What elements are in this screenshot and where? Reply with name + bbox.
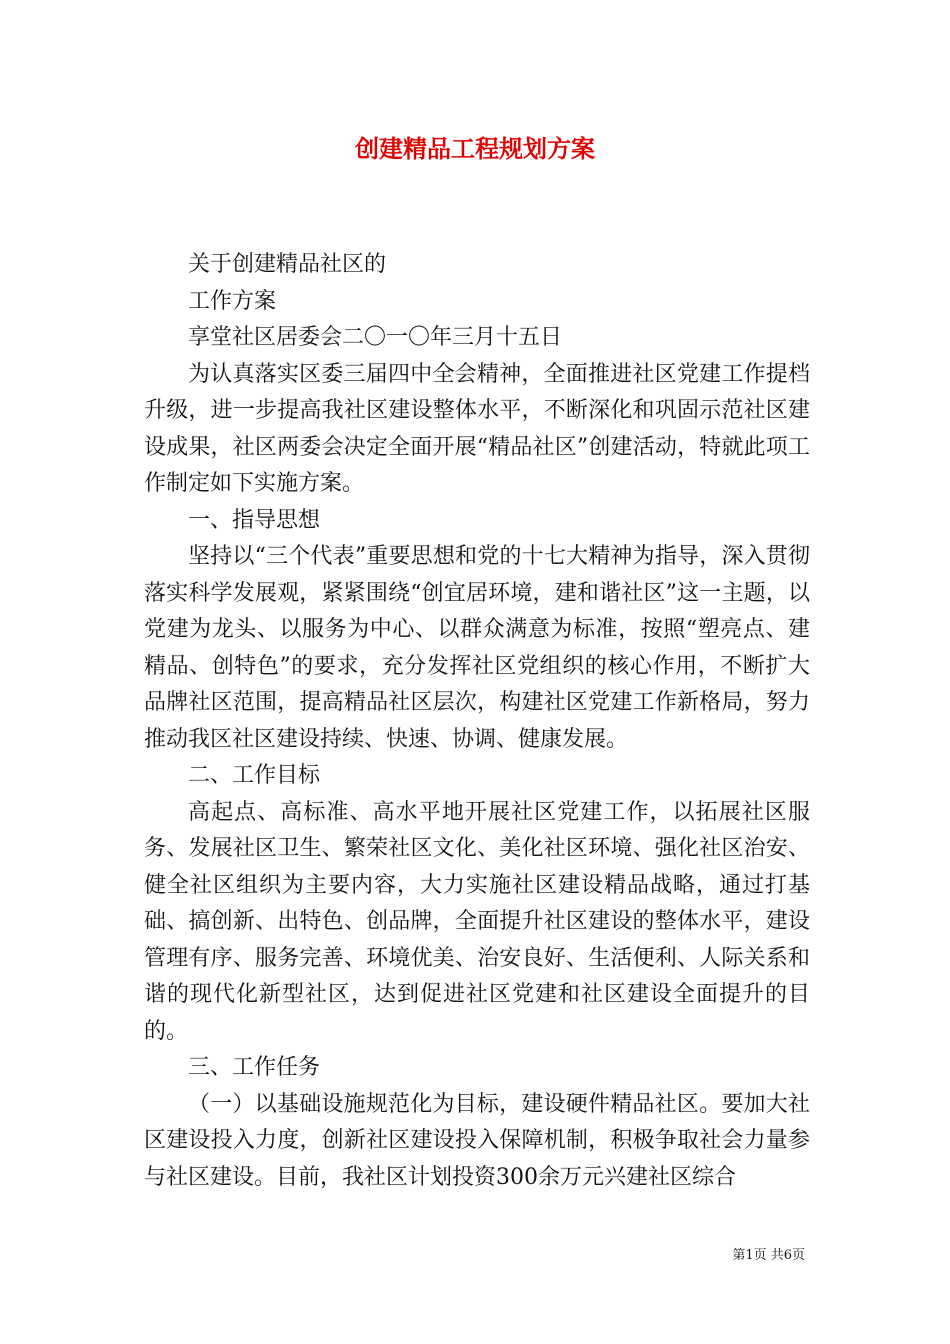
paragraph-guiding-thought: 坚持以“三个代表”重要思想和党的十七大精神为指导，深入贯彻落实科学发展观，紧紧围绕“创宜居环境，建和谐社区”这一主题，以党建为龙头、以服务为中心、以群众满意为标准，按照“塑亮点、建精品、创特色”的要求，充分发挥社区党组织的核心作用，不断扩大品牌社区范围，提高精品社区层次，构建社区党建工作新格局，努力推动我区社区建设持续、快速、协调、健康发展。: [144, 544, 810, 752]
paragraph-work-goals: 高起点、高标准、高水平地开展社区党建工作，以拓展社区服务、发展社区卫生、繁荣社区文化、美化社区环境、强化社区治安、健全社区组织为主要内容，大力实施社区建设精品战略，通过打基础、搞创新、出特色、创品牌，全面提升社区建设的整体水平，建设管理有序、服务完善、环境优美、治安良好、生活便利、人际关系和谐的现代化新型社区，达到促进社区党建和社区建设全面提升的目的。: [144, 799, 810, 1044]
intro-line-2: 工作方案: [188, 288, 277, 314]
document-body: [144, 247, 810, 1196]
heading-work-goals: 二、工作目标: [188, 763, 321, 788]
document-title: 创建精品工程规划方案: [355, 134, 595, 163]
page-number: 第1页 共6页: [732, 1248, 805, 1263]
paragraph-intro: 为认真落实区委三届四中全会精神，全面推进社区党建工作提档升级，进一步提高我社区建设整体水平，不断深化和巩固示范社区建设成果，社区两委会决定全面开展“精品社区”创建活动，特就此项工作制定如下实施方案。: [144, 361, 810, 496]
date-line: 享堂社区居委会二〇一〇年三月十五日: [188, 325, 563, 350]
heading-guiding-thought: 一、指导思想: [188, 507, 321, 533]
paragraph-work-tasks: （一）以基础设施规范化为目标，建设硬件精品社区。要加大社区建设投入力度，创新社区建设投入保障机制，积极争取社会力量参与社区建设。目前，我社区计划投资300余万元兴建社区综合: [144, 1091, 810, 1190]
heading-work-tasks: 三、工作任务: [188, 1055, 321, 1080]
intro-line-1: 关于创建精品社区的: [188, 252, 387, 277]
